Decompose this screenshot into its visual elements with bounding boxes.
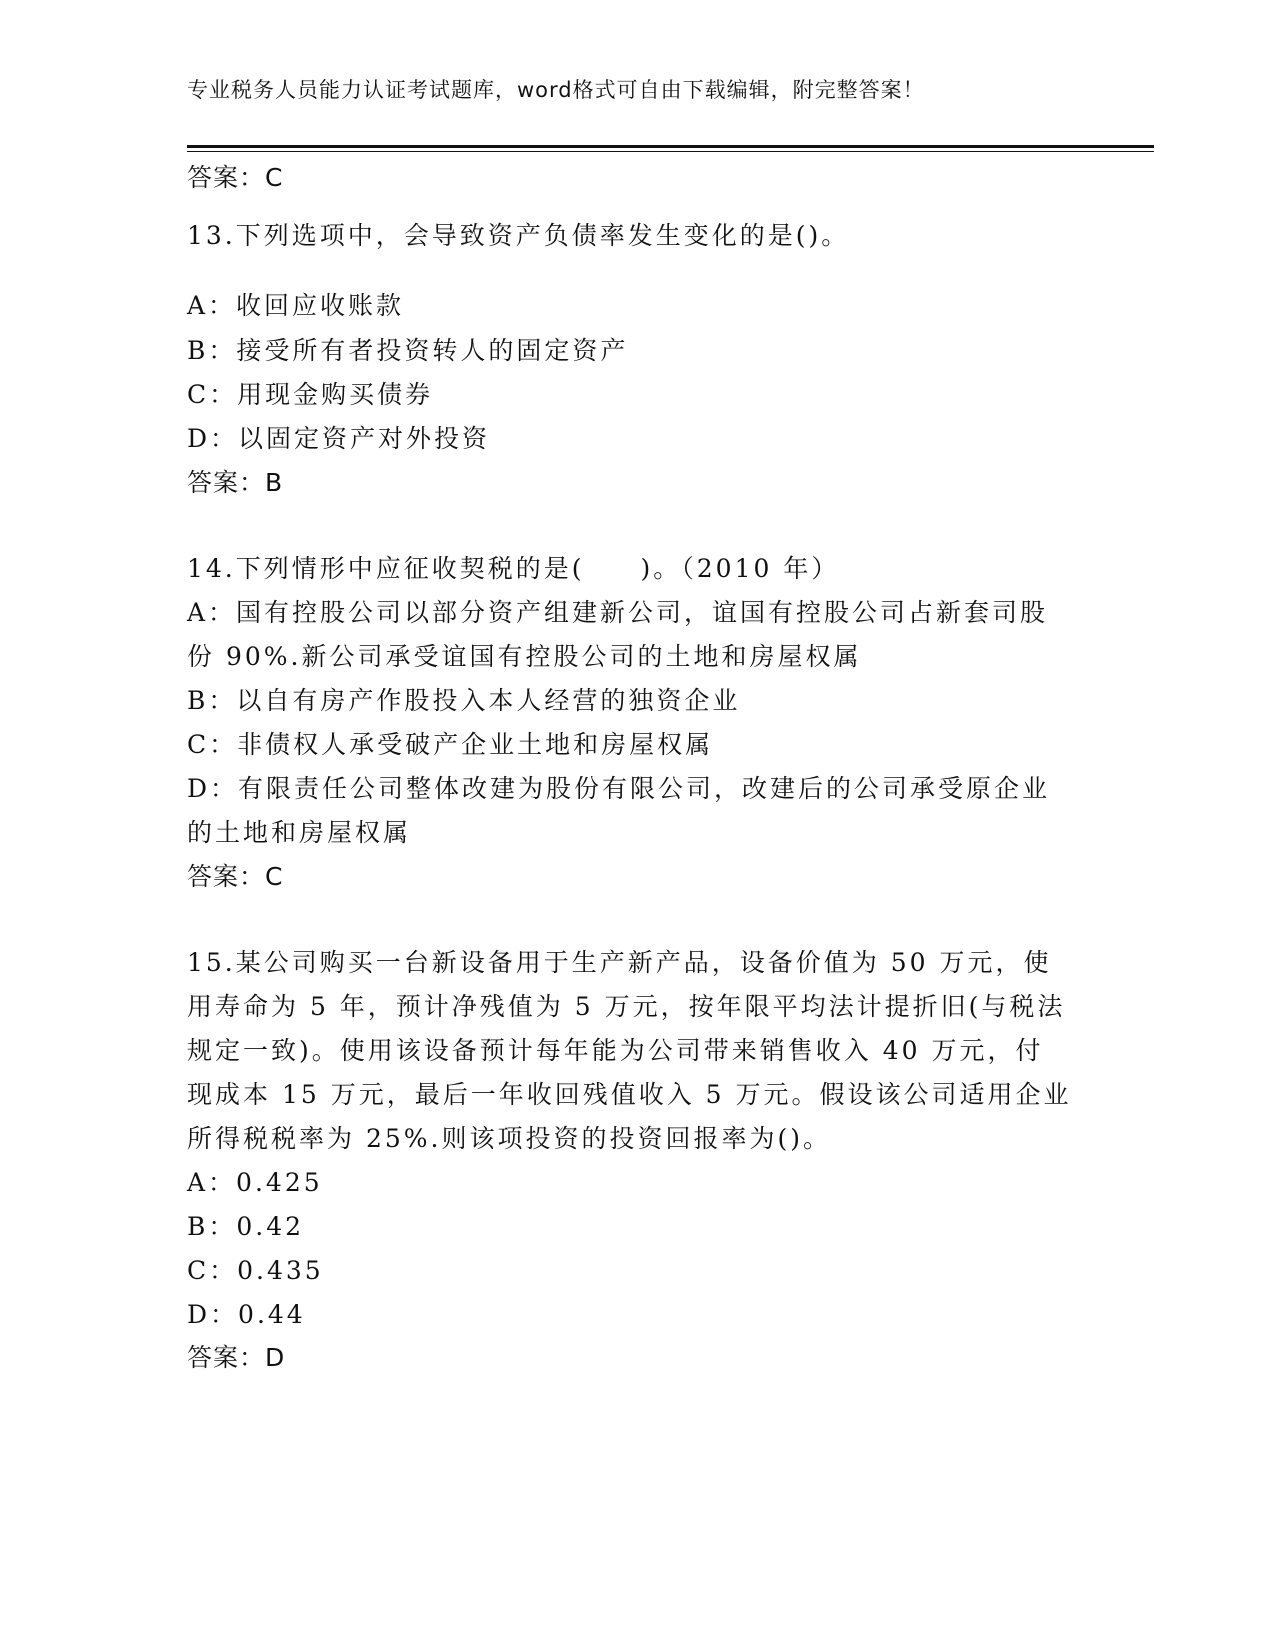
question-14-stem: 14.下列情形中应征收契税的是( )。（2010 年） bbox=[187, 554, 840, 583]
question-15-stem-line4: 现成本 15 万元，最后一年收回残值收入 5 万元。假设该公司适用企业 bbox=[187, 1080, 1072, 1109]
question-13-option-b: B：接受所有者投资转人的固定资产 bbox=[187, 336, 629, 365]
question-15-stem-line2: 用寿命为 5 年，预计净残值为 5 万元，按年限平均法计提折旧(与税法 bbox=[187, 992, 1066, 1021]
question-15-answer: 答案：D bbox=[187, 1343, 286, 1372]
question-14-option-a-cont: 份 90%.新公司承受谊国有控股公司的土地和房屋权属 bbox=[187, 642, 862, 671]
question-14-option-b: B：以自有房产作股投入本人经营的独资企业 bbox=[187, 686, 741, 715]
question-15-stem-line3: 规定一致)。使用该设备预计每年能为公司带来销售收入 40 万元，付 bbox=[187, 1036, 1044, 1065]
question-15-stem-line5: 所得税税率为 25%.则该项投资的投资回报率为()。 bbox=[187, 1124, 831, 1153]
question-14-option-a: A：国有控股公司以部分资产组建新公司，谊国有控股公司占新套司股 bbox=[187, 598, 1049, 627]
question-15-option-c: C：0.435 bbox=[187, 1256, 324, 1285]
header-rule-thick bbox=[187, 145, 1154, 148]
question-15-option-a: A：0.425 bbox=[187, 1168, 323, 1197]
question-13-answer: 答案：B bbox=[187, 468, 284, 497]
question-13-option-d: D：以固定资产对外投资 bbox=[187, 424, 491, 453]
question-13-option-c: C：用现金购买债券 bbox=[187, 380, 434, 409]
page-header: 专业税务人员能力认证考试题库，word格式可自由下载编辑，附完整答案！ bbox=[187, 78, 925, 102]
question-13-option-a: A：收回应收账款 bbox=[187, 291, 405, 320]
question-14-option-d-cont: 的土地和房屋权属 bbox=[187, 818, 412, 847]
question-13-stem: 13.下列选项中，会导致资产负债率发生变化的是()。 bbox=[187, 221, 850, 250]
header-rule-thin bbox=[187, 151, 1154, 152]
question-15-stem-line1: 15.某公司购买一台新设备用于生产新产品，设备价值为 50 万元，使 bbox=[187, 948, 1052, 977]
question-15-option-d: D：0.44 bbox=[187, 1300, 306, 1329]
answer-prev: 答案：C bbox=[187, 163, 284, 192]
question-14-option-c: C：非债权人承受破产企业土地和房屋权属 bbox=[187, 730, 714, 759]
question-15-option-b: B：0.42 bbox=[187, 1212, 305, 1241]
question-14-answer: 答案：C bbox=[187, 862, 284, 891]
question-14-option-d: D：有限责任公司整体改建为股份有限公司，改建后的公司承受原企业 bbox=[187, 774, 1051, 803]
